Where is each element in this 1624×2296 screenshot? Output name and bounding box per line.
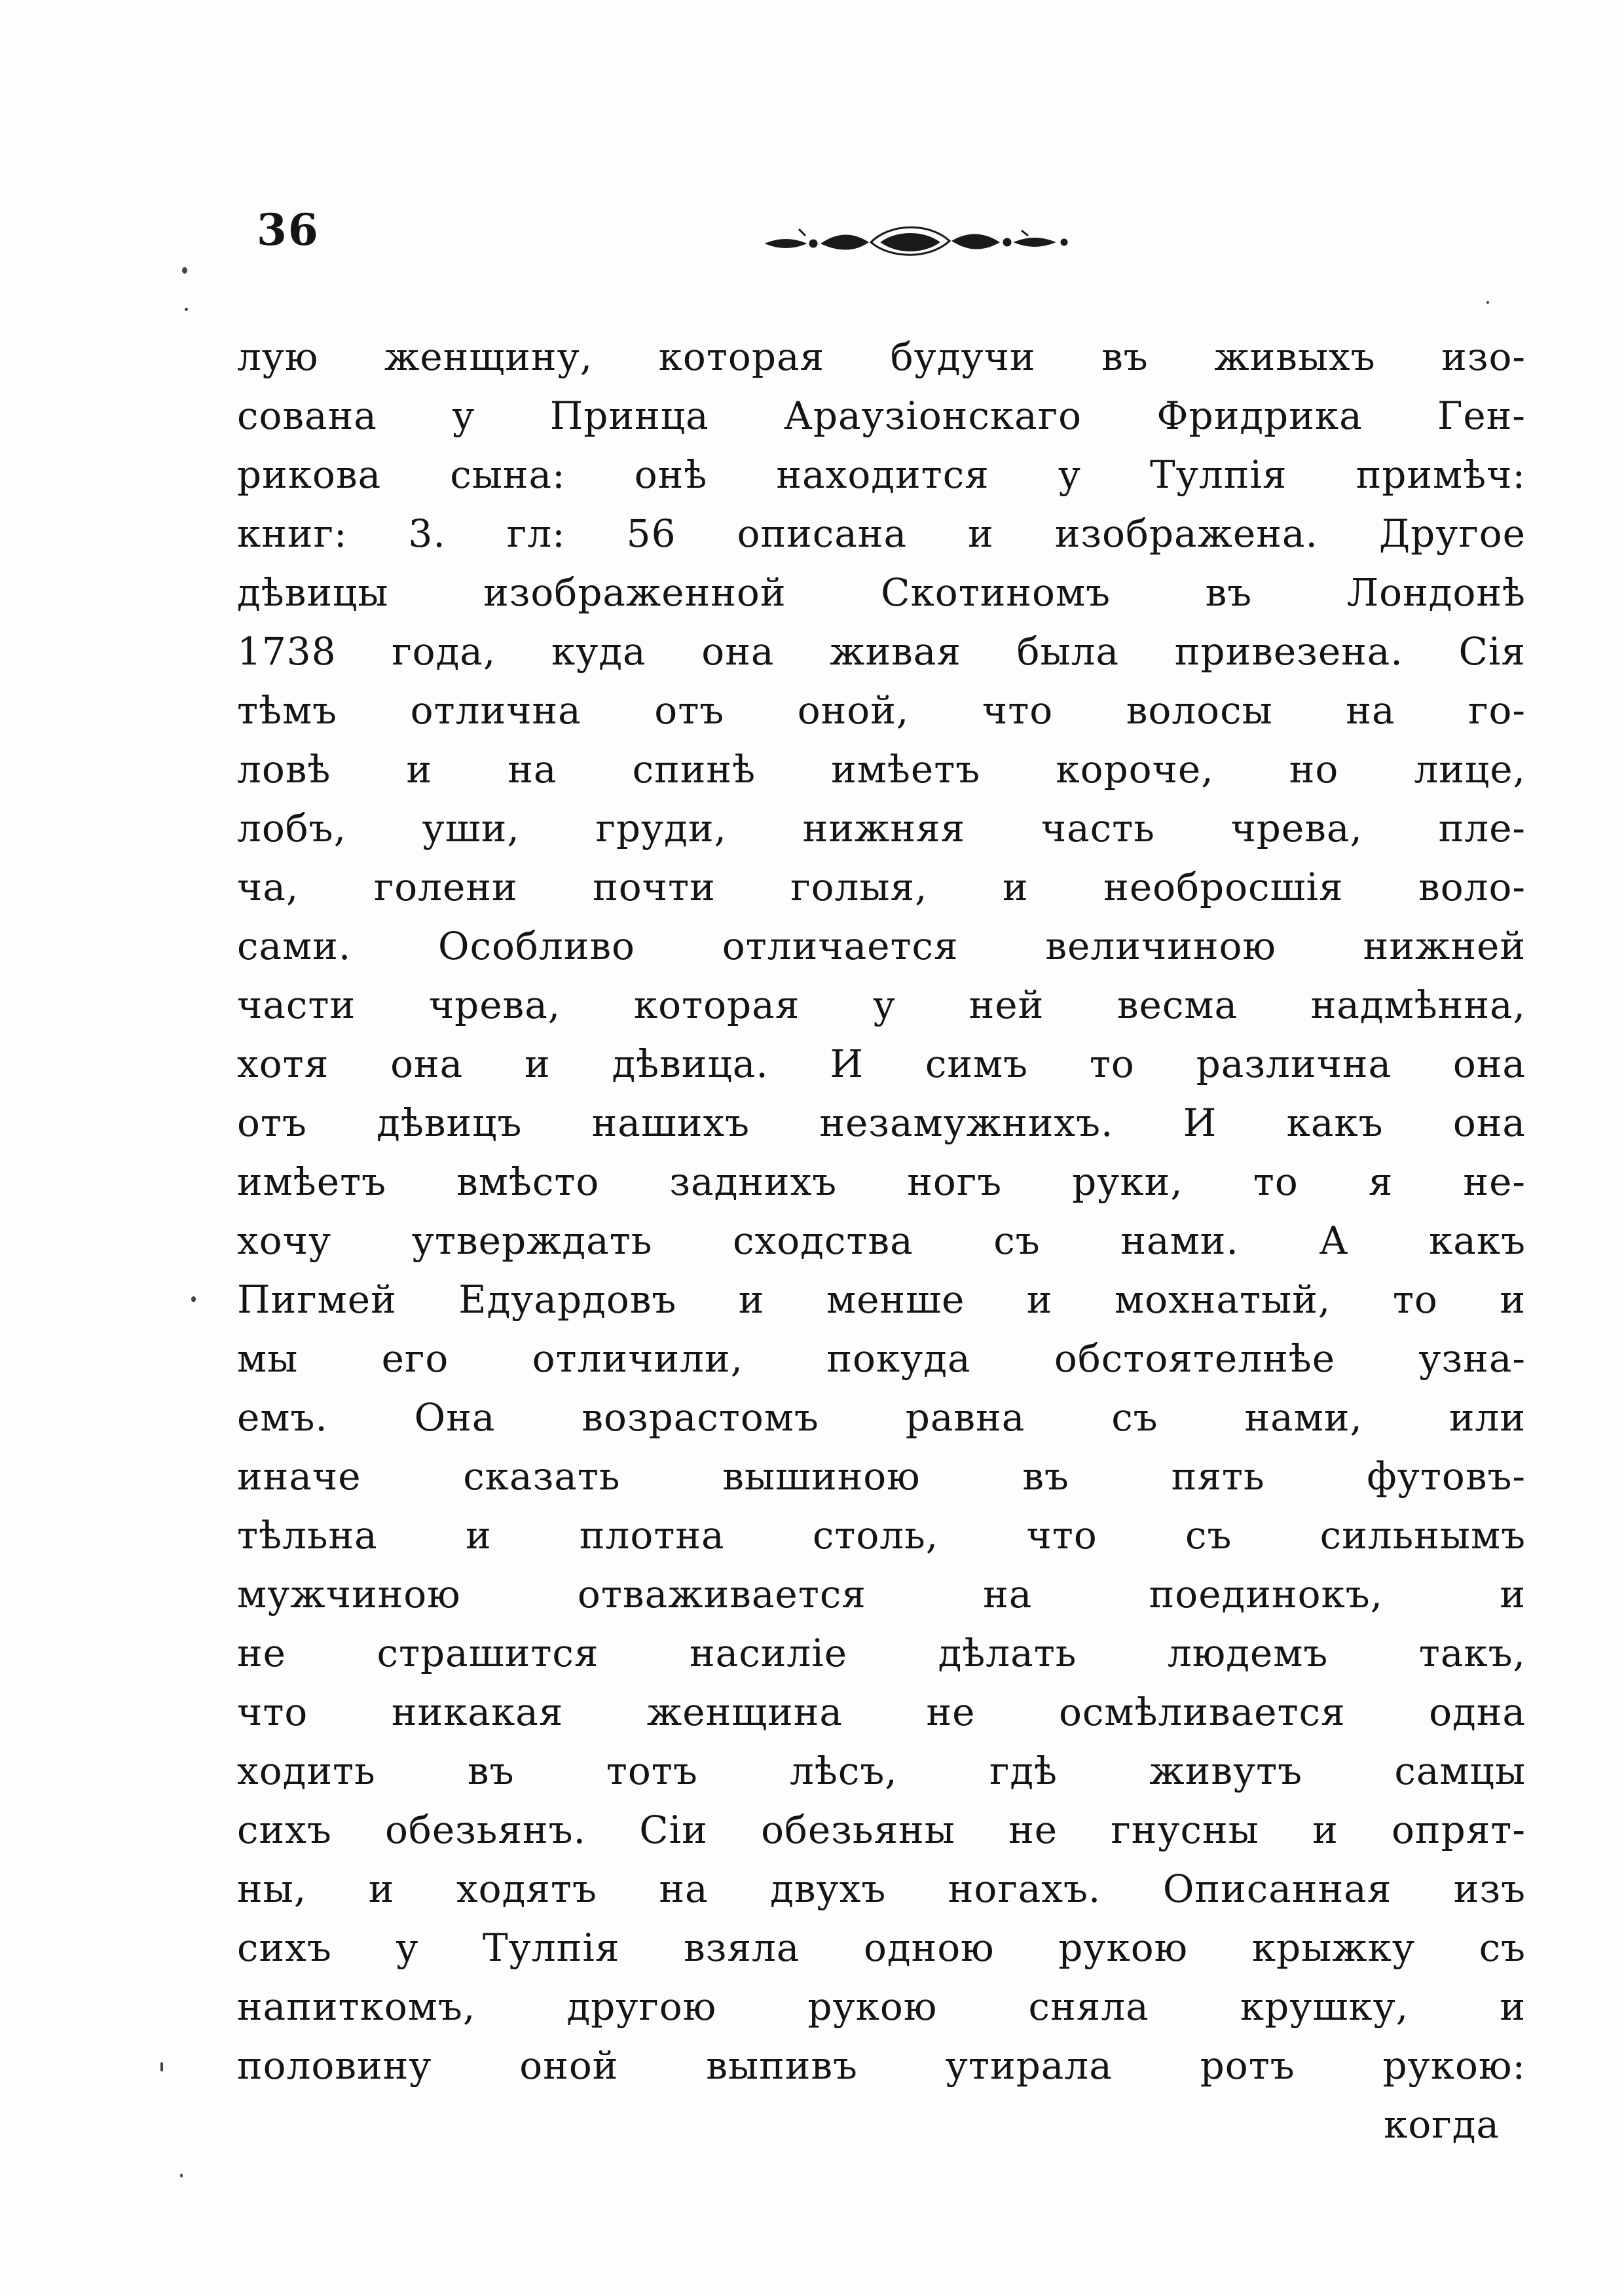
text-line: книг: 3. гл: 56 описана и изображена. Другое — [237, 511, 1526, 556]
text-line: сована у Принца Араузіонскаго Фридрика Ген- — [237, 393, 1526, 438]
text-line: мужчиною отваживается на поединокъ, и — [237, 1572, 1526, 1616]
text-line: не страшится насиліе дѣлать людемъ такъ, — [237, 1631, 1526, 1675]
text-line: тѣльна и плотна столь, что съ сильнымъ — [237, 1513, 1526, 1558]
text-line: ча, голени почти голыя, и необросшія воло- — [237, 865, 1526, 909]
text-line: лобъ, уши, груди, нижняя часть чрева, пле- — [237, 806, 1526, 850]
text-line: части чрева, которая у ней весма надмѣнна, — [237, 983, 1526, 1027]
ink-speck — [191, 1296, 196, 1302]
text-line: рикова сына: онѣ находится у Тулпія примѣч: — [237, 452, 1526, 497]
text-line: ловѣ и на спинѣ имѣетъ короче, но лице, — [237, 747, 1526, 792]
ink-speck — [185, 308, 188, 311]
text-line: сихъ у Тулпія взяла одною рукою крыжку съ — [237, 1925, 1526, 1970]
ink-speck — [182, 267, 187, 274]
text-line: половину оной выпивъ утирала ротъ рукою: — [237, 2043, 1526, 2088]
catchword: когда — [1384, 2102, 1500, 2147]
text-line: иначе сказать вышиною въ пять футовъ- — [237, 1454, 1526, 1499]
text-line: дѣвицы изображенной Скотиномъ въ Лондонѣ — [237, 570, 1526, 615]
text-line: сихъ обезьянъ. Сіи обезьяны не гнусны и опрят- — [237, 1808, 1526, 1852]
decorative-vignette-icon — [760, 216, 1074, 268]
ink-speck — [160, 2062, 163, 2071]
text-line: хотя она и дѣвица. И симъ то различна она — [237, 1042, 1526, 1086]
text-line: ходить въ тотъ лѣсъ, гдѣ живутъ самцы — [237, 1749, 1526, 1793]
text-line: лую женщину, которая будучи въ живыхъ изо- — [237, 335, 1526, 379]
text-line: отъ дѣвицъ нашихъ незамужнихъ. И какъ она — [237, 1101, 1526, 1145]
page-number: 36 — [257, 204, 320, 255]
text-line: мы его отличили, покуда обстоятелнѣе узна- — [237, 1336, 1526, 1381]
text-line: Пигмей Едуардовъ и менше и мохнатый, то и — [237, 1277, 1526, 1322]
ink-speck — [1486, 301, 1489, 304]
text-line: напиткомъ, другою рукою сняла крушку, и — [237, 1984, 1526, 2029]
text-line: тѣмъ отлична отъ оной, что волосы на го- — [237, 688, 1526, 733]
ink-speck — [180, 2174, 183, 2178]
text-line: 1738 года, куда она живая была привезена. Сія — [237, 629, 1526, 674]
text-line: имѣетъ вмѣсто заднихъ ногъ руки, то я не- — [237, 1159, 1526, 1204]
text-line: ны, и ходятъ на двухъ ногахъ. Описанная изъ — [237, 1867, 1526, 1911]
text-line: хочу утверждать сходства съ нами. А какъ — [237, 1218, 1526, 1263]
text-line: что никакая женщина не осмѣливается одна — [237, 1690, 1526, 1734]
text-line: емъ. Она возрастомъ равна съ нами, или — [237, 1395, 1526, 1440]
body-text — [237, 327, 1526, 2154]
text-line: сами. Особливо отличается величиною нижней — [237, 924, 1526, 968]
